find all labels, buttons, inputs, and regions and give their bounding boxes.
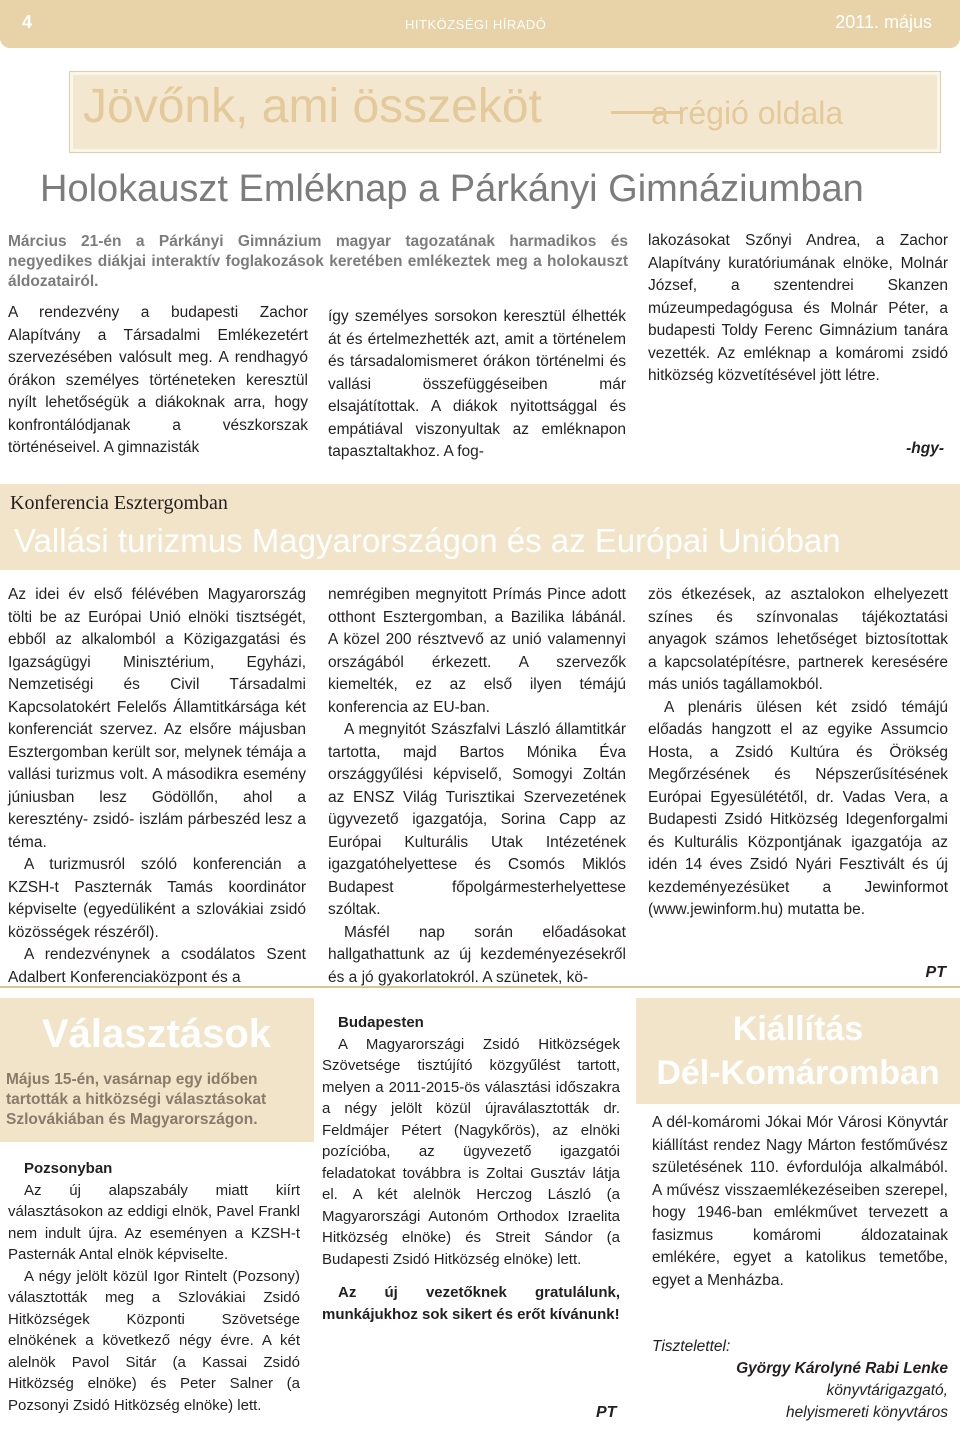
konferencia-col1-p3: A rendezvénynek a csodálatos Szent Adalbert Konferenciaközpont és a	[8, 946, 306, 986]
konferencia-header	[0, 484, 960, 570]
pozsony-p2: A négy jelölt közül Igor Rintelt (Pozsony) választották meg a Szlovákiai Zsidó Hitközségek Központi Szövetsége elnökének a következő négy évre. A két alelnök Pavol Sitár (a Kassai Zsidó Hitközség elnöke) és Peter Salner (a Pozsonyi Zsidó Hitközség elnöke) lett.	[8, 1267, 300, 1414]
section-banner	[70, 72, 940, 152]
banner-title: Jövőnk, ami összeköt	[83, 80, 542, 133]
konferencia-col3-p1: zös étkezések, az asztalokon elhelyezett színes és színvonalas tájékoztatási anyagok számos lehetőséget biztosítottak a kapcsolatépítésre, partnerek keresésére más uniós tagállamokból.	[648, 586, 948, 693]
holokauszt-headline: Holokauszt Emléknap a Párkányi Gimnáziumban	[40, 168, 864, 210]
konferencia-kicker: Konferencia Esztergomban	[10, 492, 228, 514]
section-divider	[0, 986, 960, 988]
kiallitas-text: A dél-komáromi Jókai Mór Városi Könyvtár kiállítást rendez Nagy Márton festőművész születésének 110. évfordulója alkalmából. A művész visszaemlékezéseiben szerepel, hogy 1946-ban emlékművet tervezett a fasizmus komáromi áldozatainak emlékére, egyet a katolikus temetőbe, egyet a Menházba.	[652, 1114, 948, 1289]
konferencia-col1-p2: A turizmusról szóló konferencián a KZSH-t Paszternák Tamás koordinátor képviselte (egyedüliként a szlovákiai zsidó közösségek részéről).	[8, 856, 306, 941]
holokauszt-column-1	[8, 302, 308, 460]
holokauszt-lead: Március 21-én a Párkányi Gimnázium magyar tagozatának harmadikos és negyedikes diákjai interaktív foglakozások keretében emlékeztek meg a holokauszt áldozatairól.	[8, 233, 628, 290]
valasztasok-header	[0, 998, 314, 1142]
valasztasok-pozsony	[8, 1158, 300, 1416]
holokauszt-col1-text: A rendezvény a budapesti Zachor Alapítvány a Társadalmi Emlékezetért szervezésében valósult meg. A rendhagyó órákon személyes történeteken keresztül nyílt lehetőségük a diákoknak arra, hogy konfrontálódjanak a vészkorszak történéseivel. A gimnazisták	[8, 304, 308, 456]
konferencia-col2-p2: A megnyitót Szászfalvi László államtitkár tartotta, majd Bartos Mónika Éva országgyűlési képviselő, Somogyi Zoltán az ENSZ Világ Turisztikai Szervezetének ügyvezető igazgatója, Sorina Capp az Európai Kulturális Utak Intézetének igazgatóhelyettese és Csomós Miklós Budapest főpolgármesterhelyettese szóltak.	[328, 721, 626, 918]
valasztasok-subtitle: Május 15-én, vasárnap egy időben tartották a hitközségi választásokat Szlovákiában és Magyarországon.	[6, 1071, 267, 1128]
page-number: 4	[22, 12, 33, 32]
kiallitas-role-2: helyismereti könyvtáros	[786, 1404, 948, 1421]
kiallitas-title-line1: Kiállítás	[732, 1010, 864, 1048]
banner-subtitle: a régió oldala	[651, 95, 844, 131]
konferencia-col2-p1: nemrégiben megnyitott Prímás Pince adott otthont Esztergomban, a Bazilika lábánál. A közel 200 résztvevő az unió valamennyi országából érkezett. A szervezők kiemelték, ez az első ilyen témájú konferencia az EU-ban.	[328, 586, 626, 716]
holokauszt-signature: -hgy-	[906, 440, 944, 457]
konferencia-signature: PT	[925, 964, 946, 981]
holokauszt-col2-text: így személyes sorsokon keresztül élhették át és értelmezhették azt, amit a történelem és társadalomismeret órákon történelmi és vallási összefüggéseiben már elsajátítottak. A diákok nyitottsággal és empátiával viszonyultak az emléknapon tapasztaltakhoz. A fog-	[328, 308, 626, 460]
konferencia-column-3	[648, 584, 948, 922]
issue-date: 2011. május	[835, 12, 932, 32]
kiallitas-greeting: Tisztelettel:	[652, 1338, 731, 1355]
holokauszt-column-2	[328, 306, 626, 464]
kiallitas-title-line2: Dél-Komáromban	[656, 1054, 940, 1092]
kiallitas-role-1: könyvtárigazgató,	[826, 1382, 948, 1399]
konferencia-column-1	[8, 584, 306, 989]
page-header	[0, 0, 960, 48]
konferencia-column-2	[328, 584, 626, 989]
valasztasok-congrats: Az új vezetőknek gratulálunk, munkájukhoz sok sikert és erőt kívánunk!	[322, 1284, 620, 1323]
kiallitas-body	[652, 1112, 948, 1292]
valasztasok-budapest	[322, 1012, 620, 1325]
konferencia-col2-p3: Másfél nap során előadásokat hallgathattunk az új kezdeményezésekről és a jó gyakorlatokról. A szünetek, kö-	[328, 923, 626, 986]
valasztasok-signature: PT	[596, 1404, 617, 1421]
budapest-heading: Budapesten	[338, 1014, 424, 1031]
kiallitas-author: György Károlyné Rabi Lenke	[736, 1360, 948, 1377]
kiallitas-header	[636, 998, 960, 1104]
valasztasok-title: Választások	[42, 1012, 272, 1056]
konferencia-col1-p1: Az idei év első félévében Magyarország tölti be az Európai Unió elnöki tisztségét, ebből az alkalomból a Közigazgatási és Igazságügyi Minisztérium, Egyházi, Nemzetiségi és Civil Társadalmi Kapcsolatokért Felelős Államtitkársága két konferenciát szervez. Az elsőre májusban Esztergomban került sor, melynek témája a vallási turizmus volt. A másodikra esemény júniusban lesz Gödöllőn, ahol a keresztény- zsidó- iszlám párbeszéd lesz a téma.	[8, 586, 306, 851]
holokauszt-column-3	[648, 230, 948, 388]
paper-name: HITKÖZSÉGI HÍRADÓ	[405, 17, 547, 32]
holokauszt-col3-text: lakozásokat Szőnyi Andrea, a Zachor Alapítvány kuratóriumának elnöke, Molnár József, a szentendrei Skanzen múzeumpedagógusa és Molnár Péter, a budapesti Toldy Ferenc Gimnázium tanára vezették. Az emléknap a komáromi zsidó hitközség közvetítésével jött létre.	[648, 232, 948, 384]
pozsony-p1: Az új alapszabály miatt kiírt választásokon az eddigi elnök, Pavel Frankl nem indult újra. Az eseményen a KZSH-t Pasternák Antal elnök képviselte.	[8, 1181, 300, 1263]
konferencia-title: Vallási turizmus Magyarországon és az Európai Unióban	[14, 522, 841, 559]
budapest-p1: A Magyarországi Zsidó Hitközségek Szövetsége tisztújító közgyűlést tartott, melyen a 2011-2015-ös választási időszakra a négy jelölt közül újraválasztották dr. Feldmájer Pétert (Nagykőrös), az elnöki pozícióba, az ügyvezető igazgatói feladatokat továbbra is Zoltai Gusztáv látja el. A két alelnök Herczog László (a Magyarországi Autonóm Orthodox Izraelita Hitközség elnöke) és Streit Sándor (a Budapesti Zsidó Hitközség elnöke) lett.	[322, 1035, 620, 1268]
kiallitas-signature-block	[652, 1336, 948, 1424]
konferencia-col3-p2: A plenáris ülésen két zsidó témájú előadás hangzott el az egyike Assumcio Hosta, a Zsidó Kultúra és Örökség Megőrzésének és Népszerűsítésének Európai Egyesülététől, dr. Vadas Vera, a Budapesti Zsidó Hitközség Idegenforgalmi és Kulturális Központjának igazgatója az idén 14 éves Zsidó Nyári Fesztivált és új kezdeményezésüket a Jewinformot (www.jewinform.hu) mutatta be.	[648, 698, 948, 918]
pozsony-heading: Pozsonyban	[24, 1160, 113, 1177]
